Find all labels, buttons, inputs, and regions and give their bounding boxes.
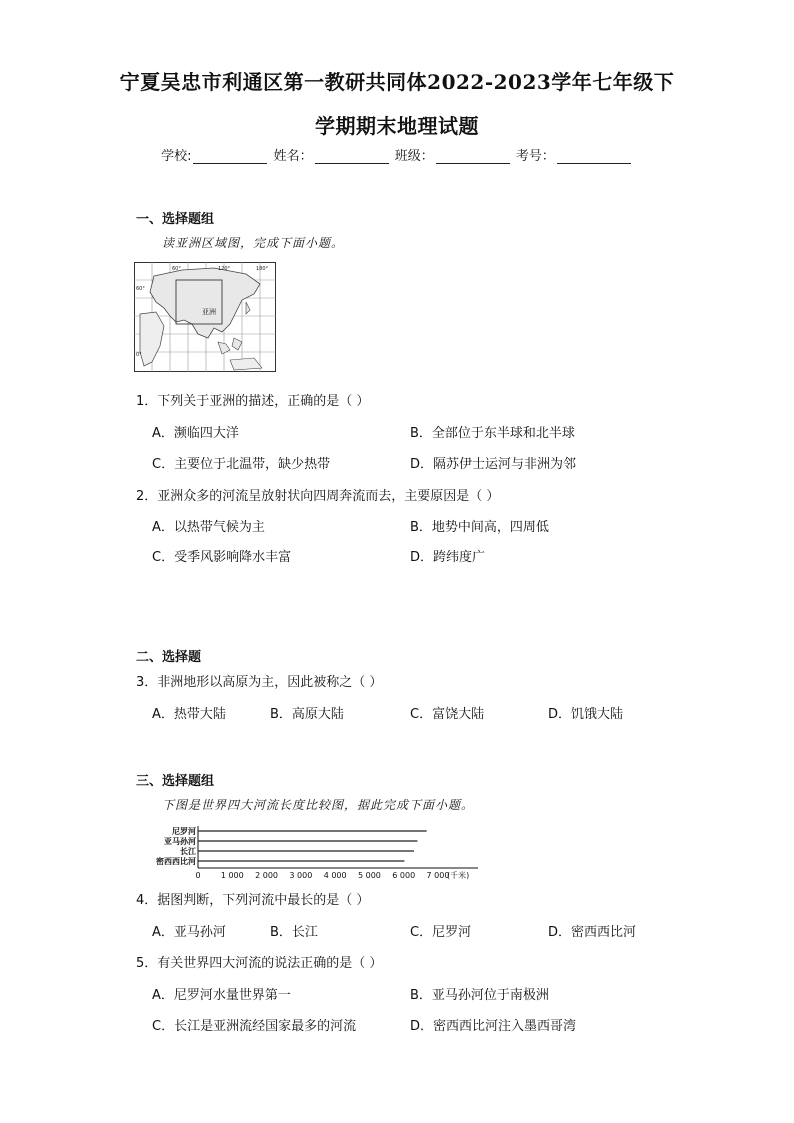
school-blank[interactable] [193,149,267,164]
lon-label: 120° [218,266,231,272]
q2-option-a[interactable]: A．以热带气候为主 [152,520,265,535]
lat-label: 60° [136,286,145,292]
q4-option-d[interactable]: D．密西西比河 [548,925,637,940]
question-4-stem: 4．据图判断，下列河流中最长的是（ ） [136,893,370,908]
river-label: 亚马孙河 [164,837,196,846]
q4-option-a[interactable]: A．亚马孙河 [152,925,226,940]
title-line-2: 学期期末地理试题 [315,114,479,138]
river-label: 密西西比河 [156,857,196,866]
x-tick-label: 7 000 [426,871,450,880]
section-3-heading: 三、选择题组 [136,774,215,789]
question-3-stem: 3．非洲地形以高原为主，因此被称之（ ） [136,675,383,690]
map-region-label: 亚洲 [202,308,216,316]
q3-option-d[interactable]: D．饥饿大陆 [548,707,624,722]
section-1-intro: 读亚洲区域图，完成下面小题。 [162,236,345,250]
name-blank[interactable] [315,149,389,164]
q3-option-a[interactable]: A．热带大陆 [152,707,226,722]
q1-option-a[interactable]: A．濒临四大洋 [152,426,239,441]
question-1-stem: 1．下列关于亚洲的描述，正确的是（ ） [136,394,370,409]
q3-option-c[interactable]: C．富饶大陆 [410,707,485,722]
number-label: 考号： [515,149,555,164]
river-label: 长江 [180,847,196,856]
x-tick-label: 2 000 [255,871,279,880]
section-1-heading: 一、选择题组 [136,212,215,227]
x-tick-label: 0 [195,871,201,880]
q4-option-c[interactable]: C．尼罗河 [410,925,472,940]
q3-option-b[interactable]: B．高原大陆 [270,707,344,722]
lon-label: 180° [256,266,269,272]
q5-option-d[interactable]: D．密西西比河注入墨西哥湾 [410,1019,577,1034]
q1-option-d[interactable]: D．隔苏伊士运河与非洲为邻 [410,457,577,472]
question-2-stem: 2．亚洲众多的河流呈放射状向四周奔流而去，主要原因是（ ） [136,489,500,504]
student-info-line [0,145,794,164]
river-label: 尼罗河 [172,827,196,836]
class-label: 班级： [394,149,434,164]
q5-option-c[interactable]: C．长江是亚洲流经国家最多的河流 [152,1019,357,1034]
lon-label: 60° [172,266,181,272]
x-tick-label: 3 000 [289,871,313,880]
q5-option-a[interactable]: A．尼罗河水量世界第一 [152,988,291,1003]
x-tick-label: 5 000 [357,871,381,880]
river-length-chart [140,822,520,880]
name-label: 姓名： [273,149,313,164]
q4-option-b[interactable]: B．长江 [270,925,318,940]
q1-option-c[interactable]: C．主要位于北温带，缺少热带 [152,457,331,472]
asia-map [134,262,276,372]
section-2-heading: 二、选择题 [136,650,202,665]
chart-unit-label: (千米) [447,871,470,880]
q2-option-b[interactable]: B．地势中间高，四周低 [410,520,549,535]
q2-option-c[interactable]: C．受季风影响降水丰富 [152,550,292,565]
q5-option-b[interactable]: B．亚马孙河位于南极洲 [410,988,549,1003]
number-blank[interactable] [557,149,631,164]
x-tick-label: 1 000 [220,871,244,880]
x-tick-label: 4 000 [323,871,347,880]
q2-option-d[interactable]: D．跨纬度广 [410,550,486,565]
question-5-stem: 5．有关世界四大河流的说法正确的是（ ） [136,956,383,971]
school-label: 学校: [161,149,192,164]
section-3-intro: 下图是世界四大河流长度比较图，据此完成下面小题。 [162,798,475,812]
title-line-1: 宁夏吴忠市利通区第一教研共同体2022-2023学年七年级下 [119,70,675,94]
class-blank[interactable] [436,149,510,164]
lat-label: 0° [136,352,142,358]
q1-option-b[interactable]: B．全部位于东半球和北半球 [410,426,575,441]
x-tick-label: 6 000 [392,871,416,880]
